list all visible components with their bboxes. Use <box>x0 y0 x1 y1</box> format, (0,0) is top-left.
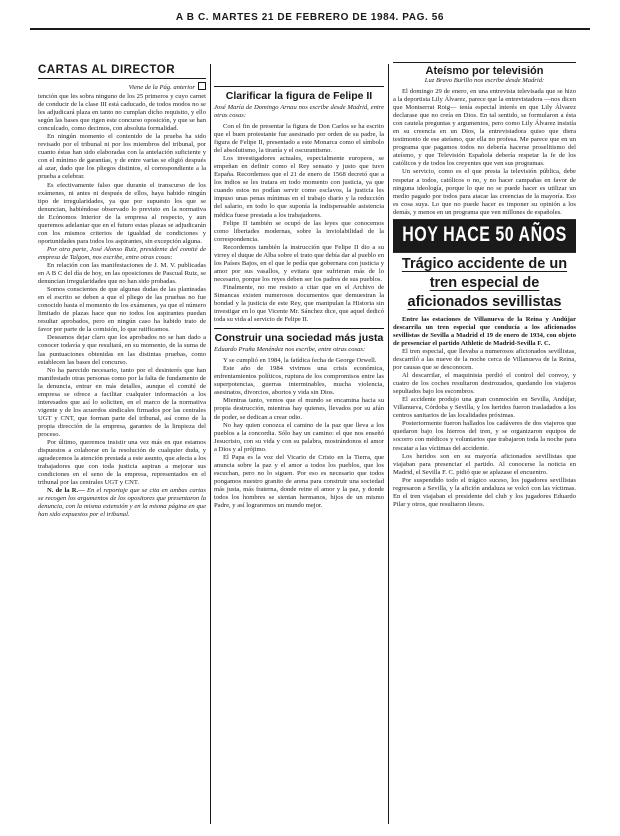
letter-paragraph: En relación con las manifestaciones de J. M. V. publicadas en A B C del día de hoy, en las oposiciones de Pascual Ruiz, se denuncian irregularidades que no han sido probadas. <box>38 261 206 286</box>
letter-paragraph: Por último, queremos insistir una vez más en que estamos dispuestos a colaborar en la resolución de cualquier duda, y agradecemos la atención prestada a este asunto, que afecta a los trabajadores que con toda justicia aspiran a mejorar sus condiciones en el seno de la empresa, representados en el tribunal por las centrales UGT y CNT. <box>38 439 206 487</box>
article-paragraph: El domingo 29 de enero, en una entrevista televisada que se hizo a la deportista Lily Álvarez, parece que la entrevistadora —nos dicen que Montserrat Roig— tenía especial interés en que Lily Álvarez declarase que no creía en Dios. En tal sentido, se formularon a ésta con cautela preguntas y argumentos, pero como Lily Álvarez insistía en su creencia en un Dios, la entrevistadora quiso que diera testimonio de ese ateísmo, que ella no profesa. Me parece que en un programa que pagamos todos no debería hacerse proselitismo del ateísmo, y que Televisión Española debería respetar la fe de los católicos y de todos los creyentes que ven sus programas. <box>393 88 576 168</box>
header-rule <box>30 28 590 30</box>
news-headline: Trágico accidente de un tren especial de aficionados sevillistas <box>401 255 568 310</box>
article-paragraph: Mientras tanto, vemos que el mundo se encamina hacia su propia destrucción, mientras hay quienes, llevados por su afán de poder, se dedican a crear odio. <box>214 397 384 421</box>
hoy-hace-50-anos-banner: HOY HACE 50 AÑOS <box>393 219 576 253</box>
editor-note <box>38 487 206 519</box>
letter-paragraph: En ningún momento el contenido de la prueba ha sido revisado por el tribunal ni por los miembros del tribunal, por cuanto éstas han sido elaboradas con la antelación suficiente y con el mínimo de garantías, y de entre varias se eligió después al azar, dado que los pliegos distintos, el correspondiente a la prueba a celebrar. <box>38 133 206 181</box>
article-paragraph: Con el fin de presentar la figura de Don Carlos se ha escrito que el buen protestante fue asesinado por orden de su padre, la figura de Felipe II, presentado a este Monarca como el símbolo del absolutismo, la tiranía y el oscurantismo. <box>214 123 384 155</box>
column-divider <box>210 64 211 824</box>
article-paragraph: Recordemos también la instrucción que Felipe II dio a su virrey el duque de Alba sobre el trato que debía dar al pueblo en los Países Bajos, en el que le pedía que gobernara con justicia y amor por sus vasallos, y evitara que sufrieran más de lo necesario, porque los reyes deben ser los padres de sus pueblos. <box>214 243 384 283</box>
editor-note-text: En el reportaje que se cita en ambas cartas se recogen los argumentos de los opositores que presentaron la denuncia, con la misma extensión y en la misma página en que han sido expuestos por el tribunal. <box>38 487 206 519</box>
article-paragraph: Un servicio, como es el que presta la televisión pública, debe respetar a todos, católicos o no, y no hacer campañas en favor de ninguna ideología, porque lo que no se puede hacer es utilizar un medio pagado por todos para atacar las creencias de la mayoría. Eso es cosa suya. Lo que no puede hacer es imponer su opinión a los demás, y menos en un programa que ven millones de españoles. <box>393 168 576 216</box>
article-paragraph: Los investigadores actuales, especialmente europeos, se empeñan en definir como el Rey sensato y justo que tuvo España. Recordemos que el 21 de enero de 1568 decretó que a los indios se les tratara en todo momento con justicia, ya que cuando estos no podían servir como esclavos, la justicia les impuso unas penas mínimas en el trabajo diario y la reducción del salario, en todo lo que suponía la indispensable asistencia médica fuese prestada a los trabajadores. <box>214 155 384 219</box>
news-paragraph: El accidente produjo una gran conmoción en Sevilla, Andújar, Villanueva, Córdoba y Sevilla, y los heridos fueron trasladados a los centros sanitarios de las localidades próximas. <box>393 396 576 420</box>
letter-paragraph: Por otra parte, José Alonso Ruiz, presidente del comité de empresa de Talgom, nos escribe, entre otras cosas: <box>38 245 206 261</box>
column-articles <box>214 86 384 824</box>
article-paragraph: Finalmente, no me resisto a citar que en el Archivo de Simancas existen numerosos documentos que demuestran la bondad y la justicia de este Rey, que manipulan la Historia sin investigar en lo que Vicente Mr. Sánchez dice, que aquel dedicó toda su vida al servicio de Felipe II. <box>214 283 384 324</box>
article-title: Ateísmo por televisión <box>393 62 576 77</box>
continuation-text: Viene de la Pág. anterior <box>128 84 195 91</box>
article-byline: Luz Bravo Burillo nos escribe desde Madrid: <box>424 77 545 84</box>
editor-note-label: N. de la R.— <box>47 487 85 495</box>
letter-paragraph: Somos conscientes de que algunas dudas de las planteadas en el escrito se deben a que el pliego de las pruebas no fue conocido hasta el momento de los exámenes, ya que el número limitado de plazas hace que no todos los aspirantes puedan resultar aprobados, pero en ningún caso ha habido trato de favor por parte de la comisión, lo que ratificamos. <box>38 286 206 334</box>
article-paragraph: Felipe II también se ocupó de las leyes que conocemos como libertades modernas, sobre la inviolabilidad de la correspondencia. <box>214 219 384 243</box>
article-paragraph: El Papa es la voz del Vicario de Cristo en la Tierra, que anuncia sobre la paz y el amor a todos los pueblos, que los escuchan, pero no lo siguen. Por eso es necesario que todos pongamos nuestro granito de arena para construir una sociedad más justa, más fraterna, donde reine el amor y la paz, y donde todos los hombres se sientan hermanos, hijos de un mismo Padre, y así lograremos un mundo mejor. <box>214 453 384 510</box>
column-letters <box>38 64 206 824</box>
letter-paragraph: No ha parecido necesario, tanto por el desinterés que han manifestado otras personas como por la falta de fundamento de la denuncia, entrar en más detalles, aunque el comité de empresa se ofrece a facilitar cualquier información a los interesados que así lo soliciten, en el marco de la normativa vigente y de los acuerdos sindicales firmados por las centrales UGT y CNT, que forman parte del tribunal, así como de la propia dirección de la empresa, garantes de la limpieza del proceso. <box>38 366 206 438</box>
news-paragraph: Los heridos son en su mayoría aficionados sevillistas que viajaban para presenciar el partido. Al conocerse la noticia en Madrid, el Sevilla F. C. pidió que se aplazase el encuentro. <box>393 452 576 476</box>
article-paragraph: No hay quien conozca el camino de la paz que lleva a los pueblos a la concordia. Sólo hay un camino: el que nos enseñó Jesucristo, con su vida y con su palabra, mostrándonos el amor a Dios y al prójimo. <box>214 421 384 453</box>
article-byline: Eduardo Pruña Menéndez nos escribe, entre otras cosas: <box>214 346 366 354</box>
article-paragraph: Y se cumplió en 1984, la fatídica fecha de George Orwell. <box>223 357 377 365</box>
news-intro: Entre las estaciones de Villanueva de la Reina y Andújar descarrila un tren especial que conducía a los aficionados sevillistas de Sevilla a Madrid el 19 de enero de 1934, con objeto de presenciar el partido Athletic de Madrid-Sevilla F. C. <box>393 315 576 347</box>
news-paragraph: Al descarrilar, el maquinista perdió el control del convoy, y cuatro de los coches resultaron destrozados, quedando los viajeros sepultados bajo los escombros. <box>393 372 576 396</box>
news-paragraph: El tren especial, que llevaba a numerosos aficionados sevillistas, descarriló a las nueve de la noche cerca de Villanueva de la Reina, por causas que se desconocen. <box>393 347 576 372</box>
article-paragraph: Este año de 1984 vivimos una crisis económica, enfrentamientos políticos, ruptura de los compromisos entre las superpotencias, guerras interminables, mucha violencia, asesinatos, divorcios, abortos y vida sin Dios. <box>214 365 384 397</box>
letter-paragraph: tención que les sobra ninguno de los 25 primeros y cuyo carnet de conducir de la clase III está caducado, de todos modos no se les adjudicará plaza en tanto no cumplan dicho requisito, y ello según las bases que rigen este concurso oposición, y que se han conculcado, como decimos, con absoluta formalidad. <box>38 93 206 133</box>
news-paragraph: Por suspendido todo el trágico suceso, los jugadores sevillistas regresaron a Sevilla, y la afición andaluza se volcó con las víctimas. En el tren viajaban el presidente del club y los jugadores Eduardo Pilar y otros, que resultaron ilesos. <box>393 476 576 508</box>
news-paragraph: Posteriormente fueron hallados los cadáveres de dos viajeros que quedaron bajo los hierros del tren, y se organizaron equipos de socorro con médicos y voluntarios que trabajaron toda la noche para rescatar a las víctimas del accidente. <box>393 420 576 452</box>
page-header: A B C. MARTES 21 DE FEBRERO DE 1984. PAG. 56 <box>175 12 445 23</box>
letter-paragraph: Deseamos dejar claro que los aprobados no se han dado a conocer todavía y que resultará, en su momento, de la suma de las puntuaciones obtenidas en las distintas pruebas, como establecen las bases del concurso. <box>38 334 206 366</box>
square-icon <box>198 82 206 90</box>
article-byline: José María de Domingo Arnau nos escribe desde Madrid, entre otras cosas: <box>214 104 384 119</box>
column-divider <box>388 64 389 824</box>
continuation-note <box>38 82 206 91</box>
article-title: Construir una sociedad más justa <box>214 328 384 344</box>
letter-paragraph: Es efectivamente falso que durante el transcurso de los exámenes, ni antes ni después de ellos, haya habido ningún tipo de irregularidades, ya que por supuesto los que se denuncian, habiéndose observado lo previsto en la normativa de Ecónomos Interior de la empresa al respecto, y aun queremos adelantar que en el futuro estas plazas se adjudicarán con los mismos criterios de igualdad de condiciones y oportunidades para todos los aspirantes, sin excepción alguna. <box>38 181 206 245</box>
column-right <box>393 62 576 824</box>
article-title: Clarificar la figura de Felipe II <box>214 86 384 102</box>
section-title: CARTAS AL DIRECTOR <box>38 64 206 79</box>
